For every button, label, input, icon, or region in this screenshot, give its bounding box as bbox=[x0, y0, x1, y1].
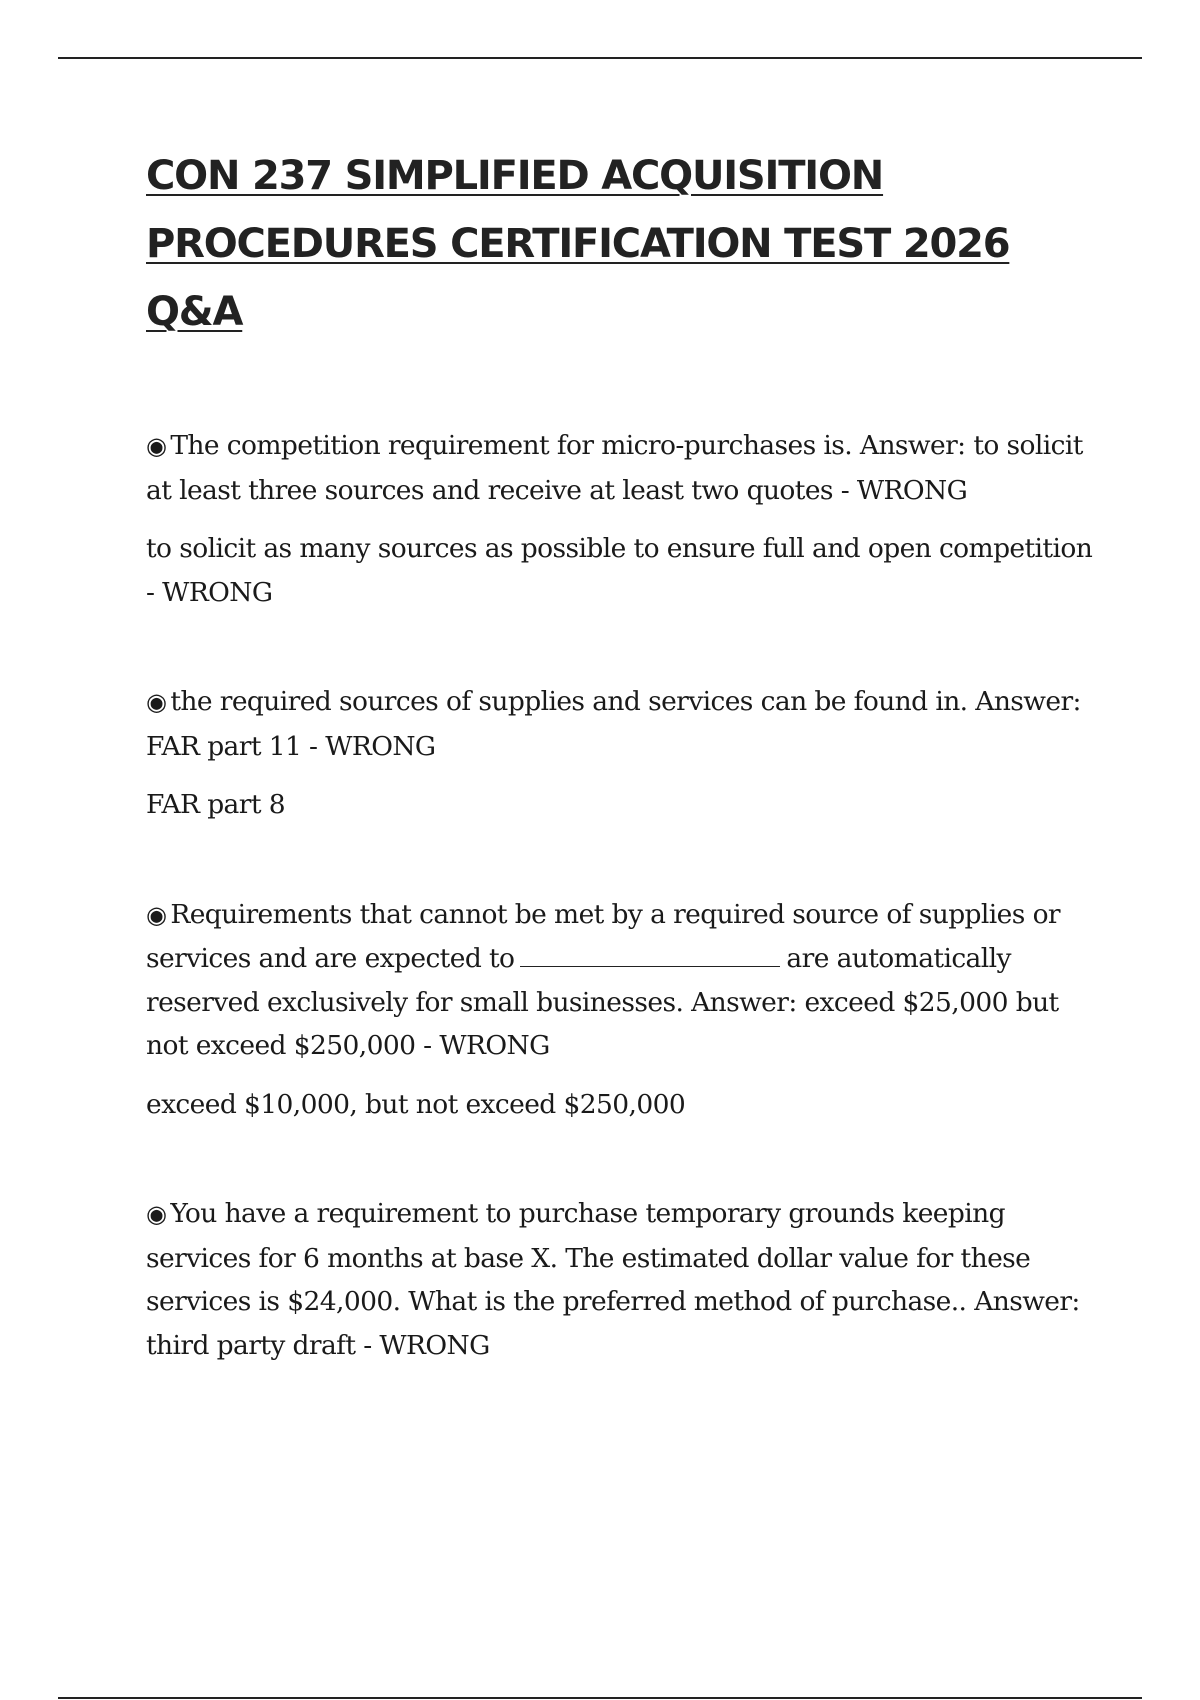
question-4 bbox=[146, 1192, 1096, 1367]
answer-2: FAR part 8 bbox=[146, 789, 285, 820]
question-2 bbox=[146, 680, 1096, 768]
bullet-icon: ◉ bbox=[146, 688, 167, 716]
title-line-1: CON 237 SIMPLIFIED ACQUISITION bbox=[146, 153, 884, 199]
qa-item-2 bbox=[146, 680, 1096, 827]
fill-in-blank bbox=[520, 942, 780, 967]
question-4-text: You have a requirement to purchase temporary grounds keeping services for 6 months at base X. The estimated dollar value for these services is $24,000. What is the preferred method of purchase.. Answer: third party draft - WRONG bbox=[146, 1198, 1080, 1361]
bullet-icon: ◉ bbox=[146, 1200, 167, 1228]
bullet-icon: ◉ bbox=[146, 432, 167, 460]
question-2-text: the required sources of supplies and services can be found in. Answer: FAR part 11 - WRONG bbox=[146, 686, 1081, 762]
answer-3: exceed $10,000, but not exceed $250,000 bbox=[146, 1088, 686, 1120]
bullet-icon: ◉ bbox=[146, 900, 167, 929]
top-rule bbox=[58, 57, 1142, 59]
qa-item-1 bbox=[146, 424, 1096, 614]
qa-item-3 bbox=[146, 893, 1096, 1127]
document-body bbox=[146, 142, 1096, 1433]
question-1 bbox=[146, 424, 1096, 512]
answer-1: to solicit as many sources as possible to ensure full and open competition - WRONG bbox=[146, 533, 1093, 608]
question-3-text-before-blank: Requirements that cannot be met by a required source of supplies or services and are expected to bbox=[146, 898, 1060, 974]
bottom-rule bbox=[58, 1697, 1142, 1699]
title-line-2: PROCEDURES CERTIFICATION TEST 2026 Q&A bbox=[146, 221, 1010, 335]
document-title bbox=[146, 142, 1096, 346]
qa-list bbox=[146, 424, 1096, 1367]
question-3-text-after-blank: are automatically reserved exclusively for small businesses. Answer: exceed $25,000 but not exceed $250,000 - WRONG bbox=[146, 943, 1059, 1061]
question-1-text: The competition requirement for micro-purchases is. Answer: to solicit at least three sources and receive at least two quotes - WRONG bbox=[146, 430, 1083, 506]
question-3 bbox=[146, 893, 1096, 1068]
qa-item-4 bbox=[146, 1192, 1096, 1367]
